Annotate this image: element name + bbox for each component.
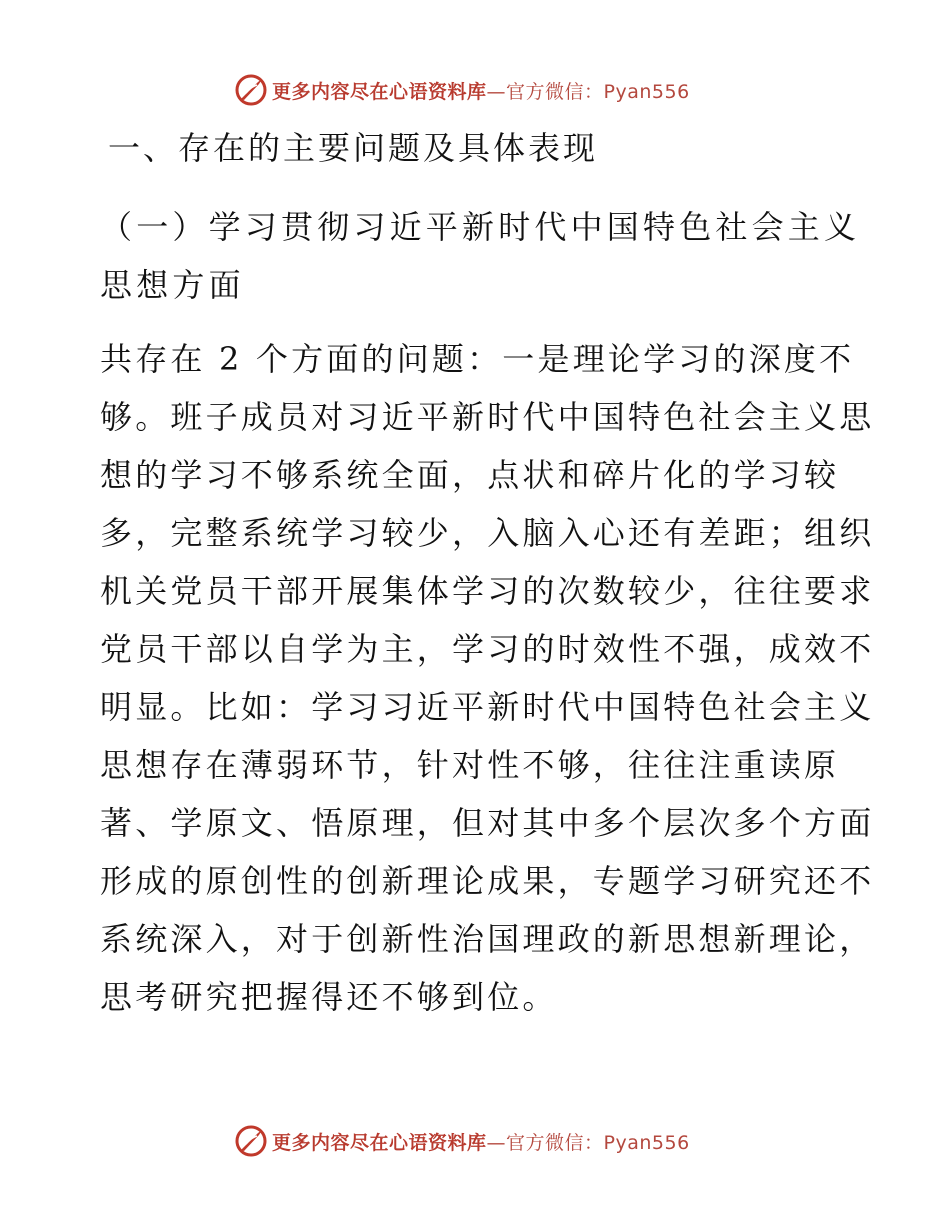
paragraph-line: 明显。比如：学习习近平新时代中国特色社会主义 bbox=[100, 688, 875, 726]
quill-logo-icon bbox=[234, 1124, 268, 1158]
subheading-line: （一）学习贯彻习近平新时代中国特色社会主义 bbox=[100, 208, 861, 246]
paragraph-line: 形成的原创性的创新理论成果，专题学习研究还不 bbox=[100, 862, 875, 900]
header-watermark bbox=[234, 72, 690, 108]
paragraph-line: 著、学原文、悟原理，但对其中多个层次多个方面 bbox=[100, 804, 875, 842]
watermark-main-text: 更多内容尽在心语资料库 bbox=[272, 80, 487, 103]
paragraph-line: 共存在 2 个方面的问题：一是理论学习的深度不 bbox=[100, 340, 855, 378]
subheading-line: 思想方面 bbox=[100, 266, 245, 304]
paragraph-line: 多，完整系统学习较少，入脑入心还有差距；组织 bbox=[100, 514, 875, 552]
paragraph-line: 想的学习不够系统全面，点状和碎片化的学习较 bbox=[100, 456, 840, 494]
paragraph-line: 思考研究把握得还不够到位。 bbox=[100, 978, 558, 1016]
section-heading: 一、存在的主要问题及具体表现 bbox=[108, 129, 599, 167]
watermark-wechat-text: —官方微信：Pyan556 bbox=[486, 1131, 690, 1154]
paragraph-line: 够。班子成员对习近平新时代中国特色社会主义思 bbox=[100, 398, 875, 436]
footer-watermark bbox=[234, 1123, 690, 1159]
body-paragraph bbox=[100, 330, 875, 1026]
paragraph-line: 机关党员干部开展集体学习的次数较少，往往要求 bbox=[100, 572, 875, 610]
quill-logo-icon bbox=[234, 73, 268, 107]
paragraph-line: 系统深入，对于创新性治国理政的新思想新理论， bbox=[100, 920, 875, 958]
paragraph-line: 党员干部以自学为主，学习的时效性不强，成效不 bbox=[100, 630, 875, 668]
subsection-heading bbox=[100, 198, 860, 314]
watermark-wechat-text: —官方微信：Pyan556 bbox=[486, 80, 690, 103]
watermark-main-text: 更多内容尽在心语资料库 bbox=[272, 1131, 487, 1154]
paragraph-line: 思想存在薄弱环节，针对性不够，往往注重读原 bbox=[100, 746, 840, 784]
